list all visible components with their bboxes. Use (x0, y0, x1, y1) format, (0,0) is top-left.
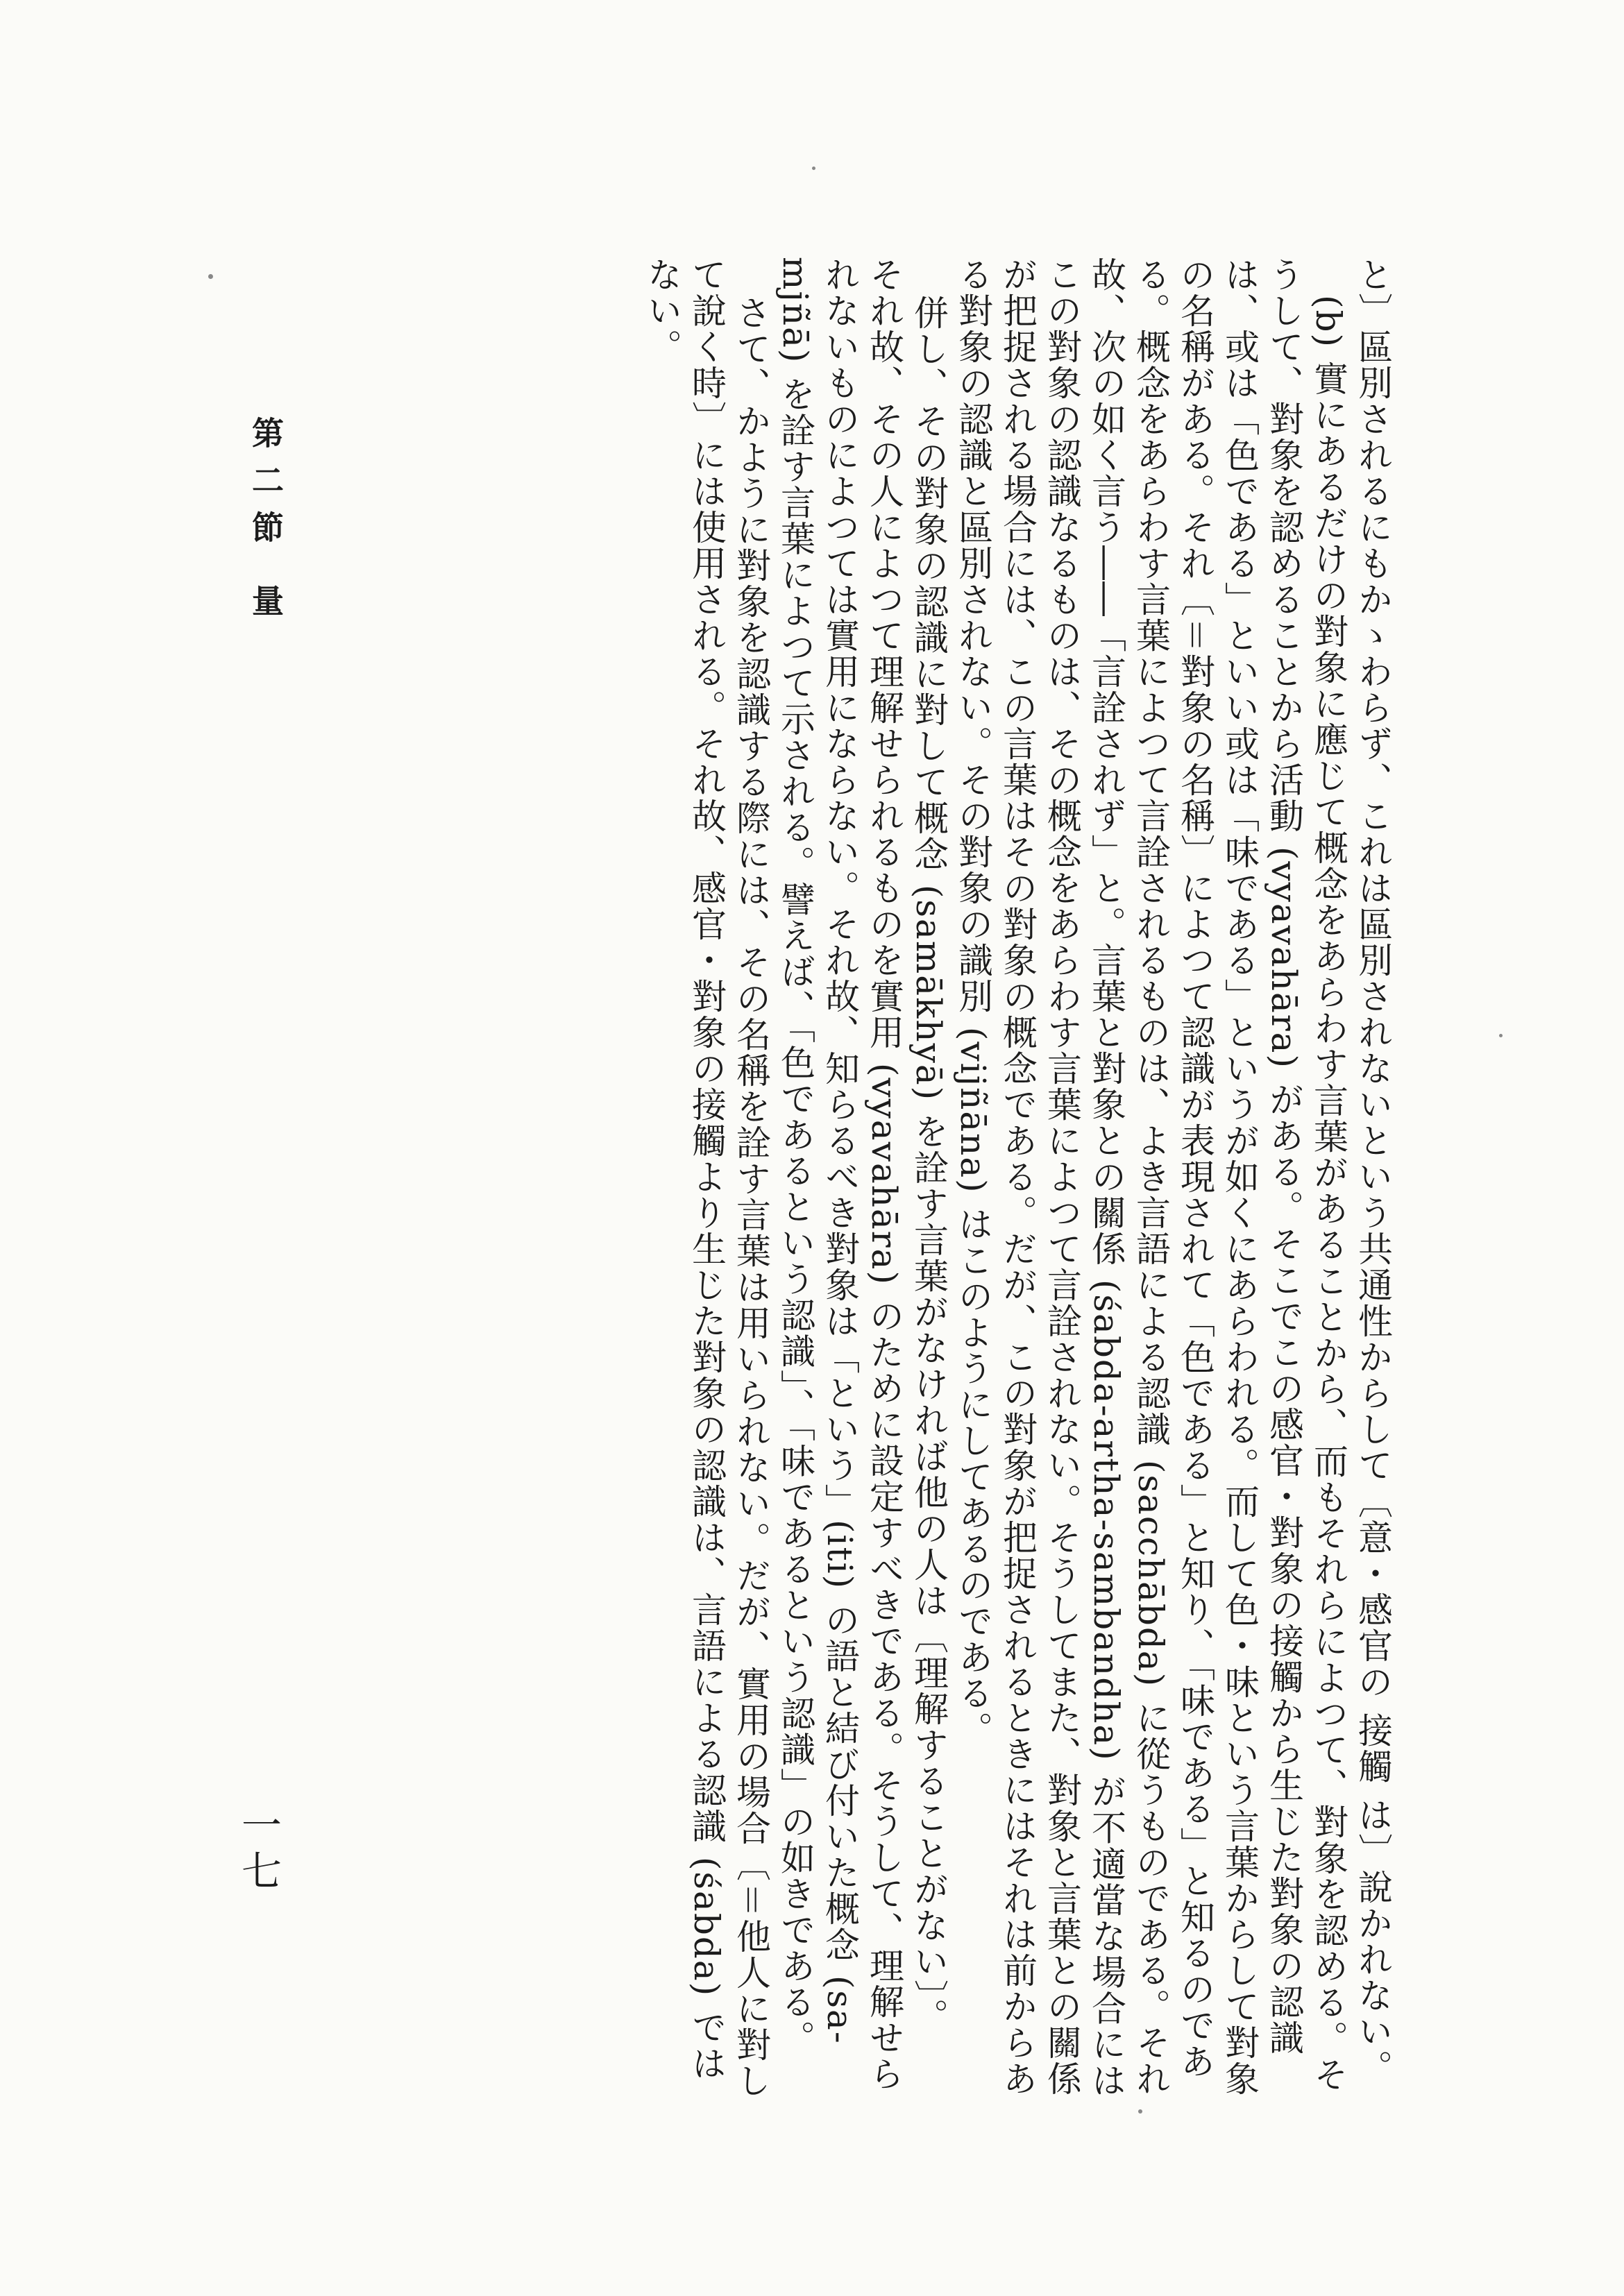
text-line: は、或は「色である」といい或は「味である」というが如くにあらわれる。而して色・味という言葉からして對象 (1219, 257, 1260, 2097)
text-line: 故、次の如く言う――「言詮されず」と。言葉と對象との關係 (śabda-artha-sambandha) が不適當な場合には (1086, 257, 1126, 2099)
text-line: る。概念をあらわす言葉によつて言詮されるものは、よき言語による認識 (sacchābda) に從うものである。それ (1131, 257, 1171, 2098)
text-line: ない。 (642, 257, 682, 365)
text-line: (b) 實にあるだけの對象に應じて概念をあらわす言葉があることから、而もそれらによつて、對象を認める。そ (1308, 295, 1348, 2093)
text-line: れないものによつては實用にならない。それ故、知らるべき對象は「という」(iti) の語と結び付いた概念 (sa- (820, 257, 860, 2045)
print-speck (1499, 1034, 1503, 1037)
body-text (215, 257, 1395, 2099)
text-line: さて、かように對象を認識する際には、その名稱を詮す言葉は用いられない。だが、實用の場合〔＝他人に對し (731, 295, 771, 2099)
text-line: て說く時〕には使用される。それ故、感官・對象の接觸より生じた對象の認識は、言語による認識 (śabda) では (686, 257, 727, 2082)
text-line: この對象の認識なるものは、その概念をあらわす言葉によつて言詮されない。そうしてまた、對象と言葉との關係 (1042, 257, 1082, 2097)
text-line: 併し、その對象の認識に對して概念 (samākhyā) を詮す言葉がなければ他の人は〔理解することがない〕。 (908, 295, 949, 2035)
text-line: の名稱がある。それ〔＝對象の名稱〕によつて認識が表現されて「色である」と知り、「味である」と知るのであ (1175, 257, 1215, 2080)
print-speck (812, 167, 815, 170)
print-speck (1138, 2109, 1142, 2114)
text-line: る對象の認識と區別されない。その對象の識別 (vijñāna) はこのようにしてあるのである。 (953, 257, 993, 1748)
text-line: と〕區別されるにもかゝわらず、これは區別されないという共通性からして〔意・感官の 接觸 は〕說かれない。 (1353, 257, 1393, 2086)
section-header: 第二節 量 (247, 416, 285, 632)
text-line: うして、對象を認めることから活動 (vyavahāra) がある。そこでこの感官・對象の接觸から生じた對象の認識 (1264, 257, 1304, 2056)
print-speck (208, 274, 213, 279)
page-number: 一七 (235, 1804, 282, 1896)
text-line: mjñā) を詮す言葉によつて示される。譬えば、「色であるという認識」、「味であるという認識」の如きである。 (775, 257, 815, 2057)
text-line: が把捉される場合には、この言葉はその對象の概念である。だが、この對象が把捉されるときにはそれは前からあ (997, 257, 1038, 2097)
text-line: それ故、その人によつて理解せられるものを實用 (vyavahāra) のために設定すべきである。そうして、理解せら (864, 257, 904, 2092)
